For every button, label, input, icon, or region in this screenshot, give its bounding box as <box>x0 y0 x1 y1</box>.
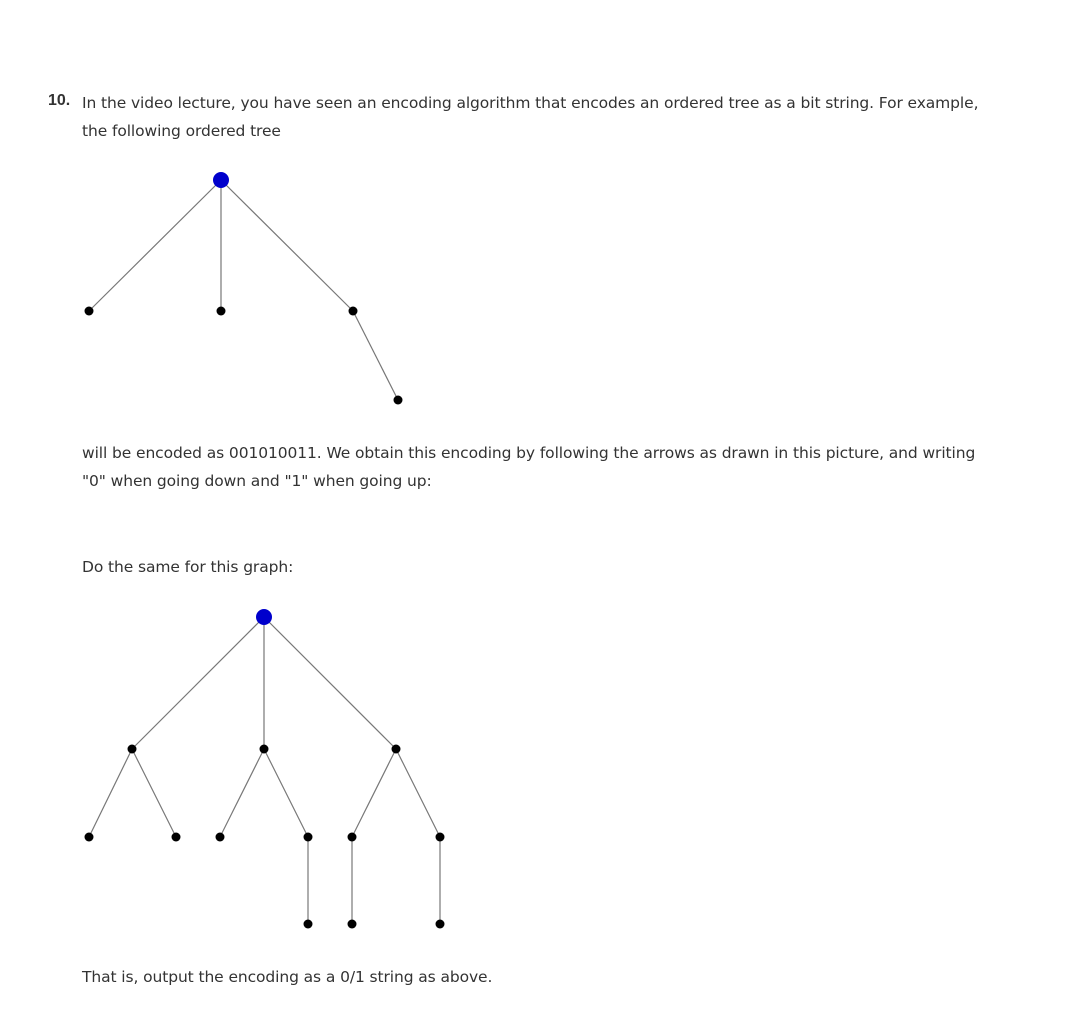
example-node <box>349 307 358 316</box>
task-edge <box>132 749 176 837</box>
example-node <box>217 307 226 316</box>
task-edge <box>220 749 264 837</box>
task-node <box>392 745 401 754</box>
task-node <box>172 833 181 842</box>
closing-instruction: That is, output the encoding as a 0/1 string as above. <box>82 968 493 986</box>
task-root-node <box>256 609 272 625</box>
task-edge <box>352 749 396 837</box>
task-edge <box>264 617 396 749</box>
task-node <box>216 833 225 842</box>
task-node <box>348 920 357 929</box>
task-node <box>128 745 137 754</box>
task-node <box>304 833 313 842</box>
encoding-explanation-line-2: "0" when going down and "1" when going up: <box>82 472 432 490</box>
task-node <box>304 920 313 929</box>
example-edge <box>221 180 353 311</box>
example-edge <box>353 311 398 400</box>
task-node <box>85 833 94 842</box>
example-node <box>85 307 94 316</box>
example-node <box>394 396 403 405</box>
question-intro-line-2: the following ordered tree <box>82 122 281 140</box>
question-number: 10. <box>48 92 71 109</box>
task-node <box>260 745 269 754</box>
task-node <box>436 833 445 842</box>
task-edge <box>89 749 132 837</box>
task-edge <box>132 617 264 749</box>
encoding-explanation-line-1: will be encoded as 001010011. We obtain this encoding by following the arrows as drawn in this picture, and writing <box>82 444 976 462</box>
task-node <box>348 833 357 842</box>
example-edge <box>89 180 221 311</box>
task-edge <box>264 749 308 837</box>
task-instruction: Do the same for this graph: <box>82 558 294 576</box>
task-edge <box>396 749 440 837</box>
task-node <box>436 920 445 929</box>
example-root-node <box>213 172 229 188</box>
question-intro-line-1: In the video lecture, you have seen an encoding algorithm that encodes an ordered tree as a bit string. For example, <box>82 94 979 112</box>
